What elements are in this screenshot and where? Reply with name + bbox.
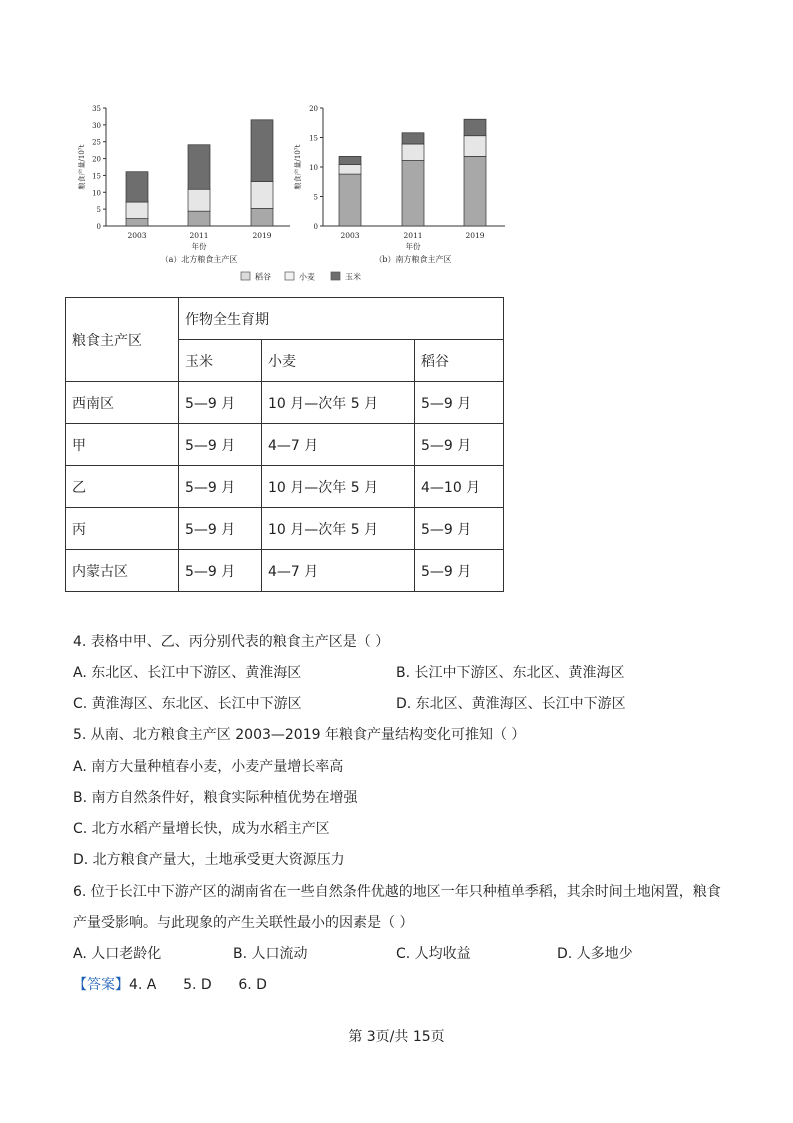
legend-label: 稻谷 (255, 272, 271, 282)
bar-segment (402, 133, 424, 144)
y-axis-label: 粮食产量/10⁷t (78, 144, 86, 190)
bar-segment (339, 174, 361, 226)
y-tick-label: 20 (92, 155, 101, 164)
x-tick-label: 2003 (340, 231, 360, 240)
bar-segment (402, 161, 424, 226)
crop-growth-period-table (65, 297, 504, 592)
answer-line (73, 975, 267, 995)
bar-segment (188, 211, 210, 226)
bar-segment (464, 136, 486, 157)
table-cell-region: 丙 (66, 508, 179, 550)
question-6-stem-line2: 产量受影响。与此现象的产生关联性最小的因素是（ ） (73, 915, 414, 931)
table-cell: 10 月—次年 5 月 (262, 508, 415, 550)
y-tick-label: 25 (92, 138, 101, 147)
x-axis-label: 年份 (191, 242, 207, 251)
bar-segment (251, 208, 273, 226)
bar-segment (339, 165, 361, 174)
legend-label: 玉米 (345, 272, 361, 282)
chart-legend (241, 272, 361, 282)
question-6-stem-line1: 6. 位于长江中下游产区的湖南省在一些自然条件优越的地区一年只种植单季稻，其余时间土地闲置，粮食 (73, 884, 721, 900)
chart-caption: （b）南方粮食主产区 (374, 255, 452, 264)
question-4-stem: 4. 表格中甲、乙、丙分别代表的粮食主产区是（ ） (73, 634, 390, 650)
question-6-option-a: A. 人口老龄化 (73, 946, 162, 962)
table-cell: 4—10 月 (415, 466, 504, 508)
bar-segment (188, 189, 210, 211)
table-cell: 5—9 月 (415, 508, 504, 550)
bar-segment (251, 120, 273, 182)
y-tick-label: 20 (309, 105, 318, 113)
table-header-crop: 小麦 (262, 340, 415, 382)
x-tick-label: 2011 (403, 231, 423, 240)
table-cell: 5—9 月 (179, 508, 262, 550)
table-cell: 4—7 月 (262, 550, 415, 592)
table-row (66, 508, 504, 550)
table-cell: 5—9 月 (179, 424, 262, 466)
table-cell: 5—9 月 (179, 466, 262, 508)
answer-text: 4. A 5. D 6. D (129, 977, 267, 993)
table-header-period: 作物全生育期 (179, 298, 504, 340)
question-6-option-b: B. 人口流动 (233, 946, 308, 962)
table-cell-region: 甲 (66, 424, 179, 466)
table-cell: 5—9 月 (415, 550, 504, 592)
y-axis-label: 粮食产量/10⁷t (294, 144, 302, 190)
bar-segment (126, 172, 148, 202)
question-6-option-c: C. 人均收益 (396, 946, 471, 962)
table-cell: 10 月—次年 5 月 (262, 466, 415, 508)
question-4-option-a: A. 东北区、长江中下游区、黄淮海区 (73, 665, 302, 681)
table-cell: 10 月—次年 5 月 (262, 382, 415, 424)
legend-swatch (331, 272, 340, 280)
question-5-option-c: C. 北方水稻产量增长快，成为水稻主产区 (73, 821, 330, 837)
table-cell-region: 内蒙古区 (66, 550, 179, 592)
table-cell: 5—9 月 (179, 382, 262, 424)
x-tick-label: 2003 (127, 231, 147, 240)
south-grain-chart (293, 105, 505, 264)
table-cell: 5—9 月 (415, 382, 504, 424)
table-cell: 4—7 月 (262, 424, 415, 466)
legend-label: 小麦 (299, 272, 315, 282)
question-6-option-d: D. 人多地少 (557, 946, 633, 962)
y-tick-label: 0 (96, 223, 101, 231)
table-row (66, 424, 504, 466)
bar-segment (251, 181, 273, 208)
table-header-region: 粮食主产区 (66, 298, 179, 382)
question-5-option-d: D. 北方粮食产量大，土地承受更大资源压力 (73, 852, 345, 868)
grain-production-figure (0, 95, 793, 290)
y-tick-label: 5 (313, 193, 318, 202)
chart-caption: （a）北方粮食主产区 (160, 255, 238, 264)
y-tick-label: 0 (313, 223, 318, 231)
x-tick-label: 2019 (252, 231, 272, 240)
bar-segment (464, 119, 486, 136)
y-tick-label: 15 (92, 172, 101, 181)
bar-segment (188, 145, 210, 190)
legend-swatch (241, 272, 250, 280)
x-axis-label: 年份 (405, 242, 421, 251)
bar-segment (126, 219, 148, 226)
x-tick-label: 2011 (189, 231, 209, 240)
bar-segment (126, 202, 148, 219)
table-row (66, 550, 504, 592)
question-5-option-b: B. 南方自然条件好，粮食实际种植优势在增强 (73, 790, 358, 806)
table-cell: 5—9 月 (415, 424, 504, 466)
table-header-crop: 玉米 (179, 340, 262, 382)
table-cell: 5—9 月 (179, 550, 262, 592)
legend-swatch (285, 272, 294, 280)
table-cell-region: 西南区 (66, 382, 179, 424)
north-grain-chart (77, 105, 290, 264)
y-tick-label: 35 (92, 105, 101, 113)
bar-segment (402, 144, 424, 161)
y-tick-label: 5 (96, 206, 101, 215)
y-tick-label: 10 (92, 189, 101, 198)
page-footer: 第 3页/共 15页 (348, 1029, 445, 1045)
question-4-option-d: D. 东北区、黄淮海区、长江中下游区 (396, 696, 626, 712)
question-4-option-b: B. 长江中下游区、东北区、黄淮海区 (396, 665, 625, 681)
question-5-option-a: A. 南方大量种植春小麦，小麦产量增长率高 (73, 759, 344, 775)
table-cell-region: 乙 (66, 466, 179, 508)
bar-segment (464, 156, 486, 226)
y-tick-label: 15 (309, 134, 318, 143)
table-row (66, 466, 504, 508)
x-tick-label: 2019 (465, 231, 485, 240)
y-tick-label: 30 (92, 121, 101, 130)
table-row (66, 382, 504, 424)
question-5-stem: 5. 从南、北方粮食主产区 2003—2019 年粮食产量结构变化可推知（ ） (73, 727, 526, 743)
table-header-crop: 稻谷 (415, 340, 504, 382)
y-tick-label: 10 (309, 164, 318, 172)
bar-segment (339, 156, 361, 164)
answer-tag: 【答案】 (73, 977, 129, 993)
question-4-option-c: C. 黄淮海区、东北区、长江中下游区 (73, 696, 302, 712)
